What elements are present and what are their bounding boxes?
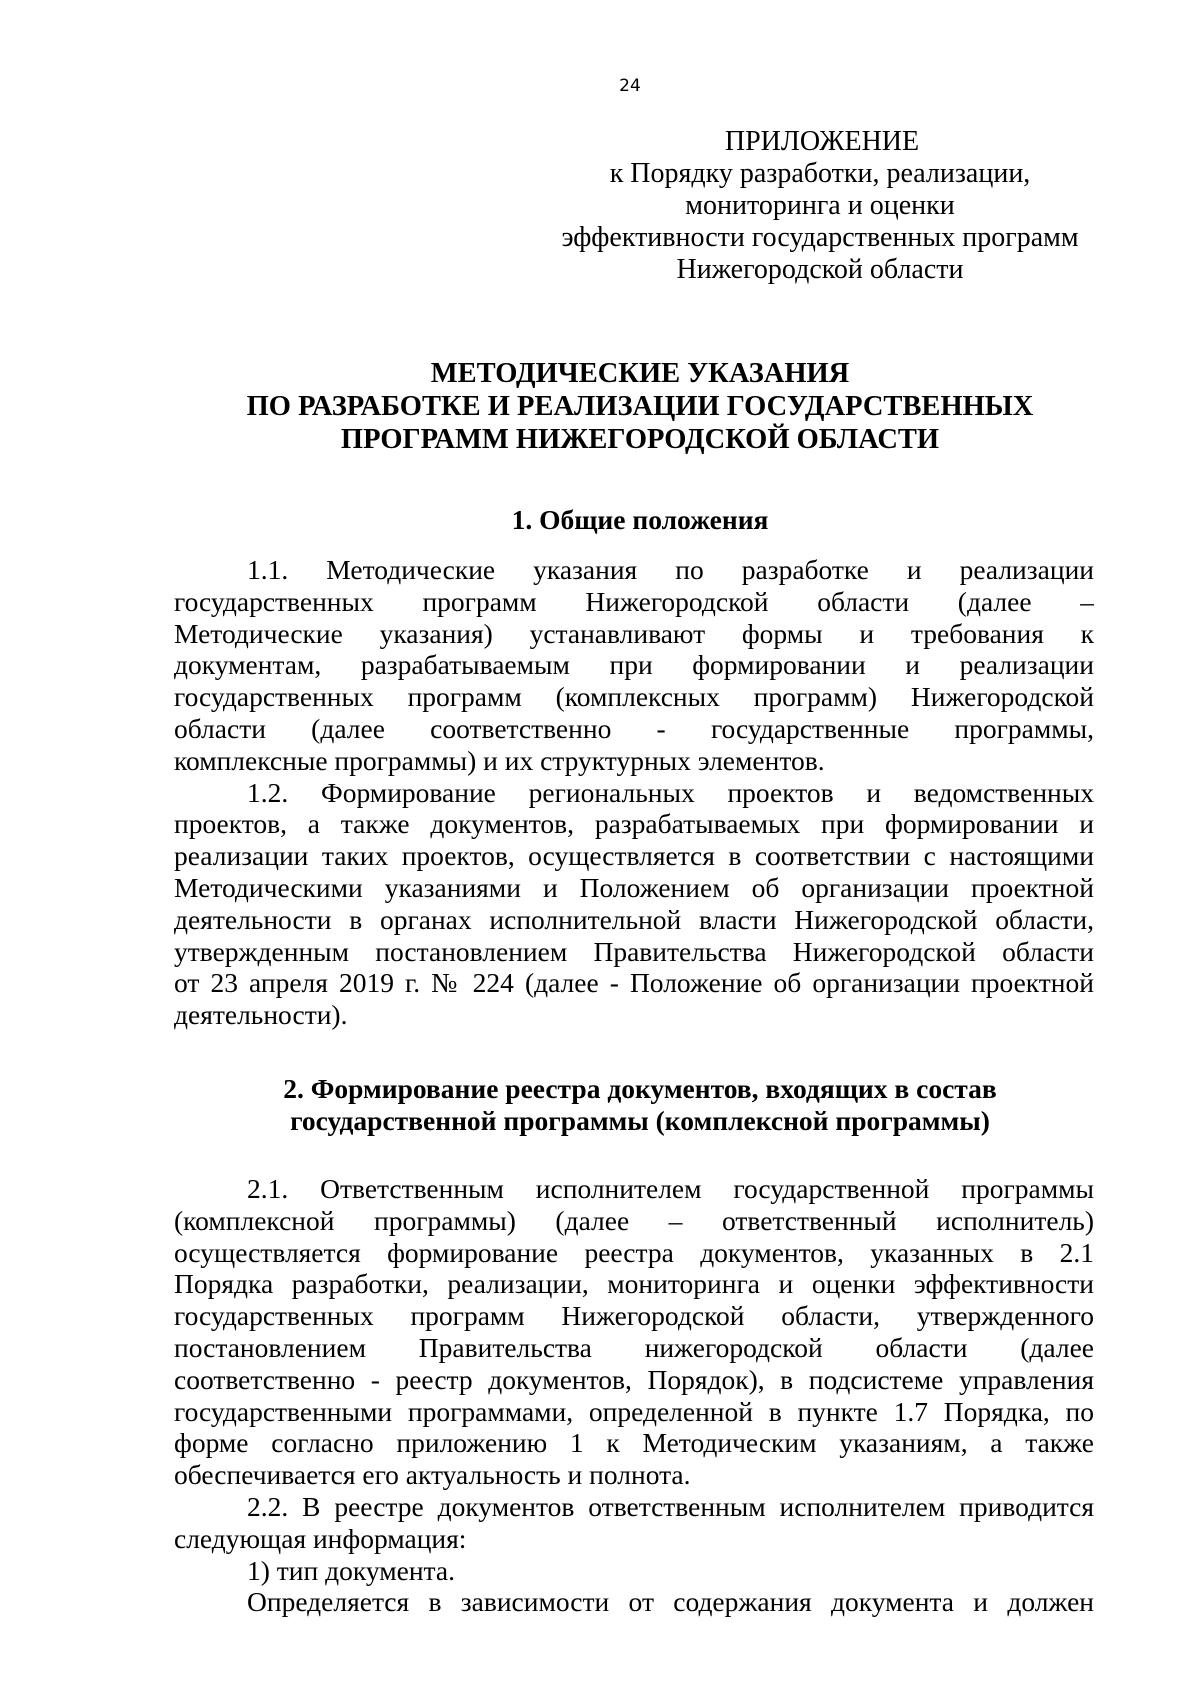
paragraph-line: государственных программ Нижегородской области (далее – [174, 585, 1094, 617]
paragraph-line: следующая информация: [174, 1522, 467, 1554]
title-line: МЕТОДИЧЕСКИЕ УКАЗАНИЯ [430, 358, 850, 389]
list-item: 1) тип документа. [247, 1554, 455, 1586]
paragraph-line: (комплексной программы) (далее – ответственный исполнитель) [174, 1204, 1094, 1236]
appendix-line: эффективности государственных программ [561, 222, 1079, 253]
paragraph-line: комплексные программы) и их структурных элементов. [174, 744, 825, 776]
section-2-body [174, 1173, 1094, 1618]
paragraph-line: 2.1. Ответственным исполнителем государственной программы [247, 1173, 1094, 1204]
section-2-heading [140, 1073, 1140, 1137]
title-line: ПРОГРАММ НИЖЕГОРОДСКОЙ ОБЛАСТИ [340, 424, 940, 455]
paragraph-line: 1.2. Формирование региональных проектов и ведомственных [247, 776, 1094, 808]
paragraph-line: документам, разрабатываемым при формировании и реализации [174, 649, 1094, 681]
paragraph-line: области (далее соответственно - государственные программы, [174, 712, 1094, 744]
paragraph-line: Методические указания) устанавливают формы и требования к [174, 617, 1094, 649]
section-heading-line: 1. Общие положения [511, 504, 769, 535]
section-1-heading [140, 504, 1140, 536]
paragraph-line: осуществляется формирование реестра документов, указанных в 2.1 [174, 1236, 1094, 1268]
section-heading-line: государственной программы (комплексной программы) [290, 1105, 990, 1136]
paragraph-line: Методическими указаниями и Положением об организации проектной [174, 871, 1094, 903]
appendix-line: мониторинга и оценки [685, 190, 955, 221]
paragraph-line: Определяется в зависимости от содержания документа и должен [247, 1586, 1094, 1618]
paragraph-line: 2.2. В реестре документов ответственным исполнителем приводится [247, 1490, 1094, 1522]
appendix-heading: ПРИЛОЖЕНИЕ [724, 126, 920, 157]
section-heading-line: 2. Формирование реестра документов, входящих в состав [283, 1073, 997, 1104]
paragraph-line: государственных программ Нижегородской области, утвержденного [174, 1300, 1094, 1332]
appendix-line: к Порядку разработки, реализации, [609, 158, 1031, 189]
document-title [140, 357, 1140, 456]
paragraph-line: реализации таких проектов, осуществляется в соответствии с настоящими [174, 840, 1094, 872]
paragraph-line: деятельности). [174, 999, 348, 1031]
paragraph-line: проектов, а также документов, разрабатываемых при формировании и [174, 808, 1094, 840]
paragraph-line: государственных программ (комплексных программ) Нижегородской [174, 681, 1094, 713]
paragraph-line: государственными программами, определенной в пункте 1.7 Порядка, по [174, 1395, 1094, 1427]
paragraph-line: постановлением Правительства нижегородской области (далее [174, 1331, 1094, 1363]
paragraph-line: Порядка разработки, реализации, мониторинга и оценки эффективности [174, 1268, 1094, 1300]
paragraph-line: обеспечивается его актуальность и полнота. [174, 1459, 691, 1491]
page-number: 24 [619, 76, 641, 96]
appendix-line: Нижегородской области [676, 254, 964, 285]
title-line: ПО РАЗРАБОТКЕ И РЕАЛИЗАЦИИ ГОСУДАРСТВЕННЫХ [246, 391, 1034, 422]
paragraph-line: форме согласно приложению 1 к Методическим указаниям, а также [174, 1427, 1094, 1459]
paragraph-line: утвержденным постановлением Правительства Нижегородской области [174, 935, 1094, 967]
paragraph-line: соответственно - реестр документов, Порядок), в подсистеме управления [174, 1363, 1094, 1395]
section-1-body [174, 554, 1094, 1031]
paragraph-line: деятельности в органах исполнительной власти Нижегородской области, [174, 903, 1094, 935]
appendix-block [540, 126, 1100, 286]
paragraph-line: 1.1. Методические указания по разработке и реализации [247, 554, 1094, 585]
paragraph-line: от 23 апреля 2019 г. № 224 (далее - Положение об организации проектной [174, 967, 1094, 999]
